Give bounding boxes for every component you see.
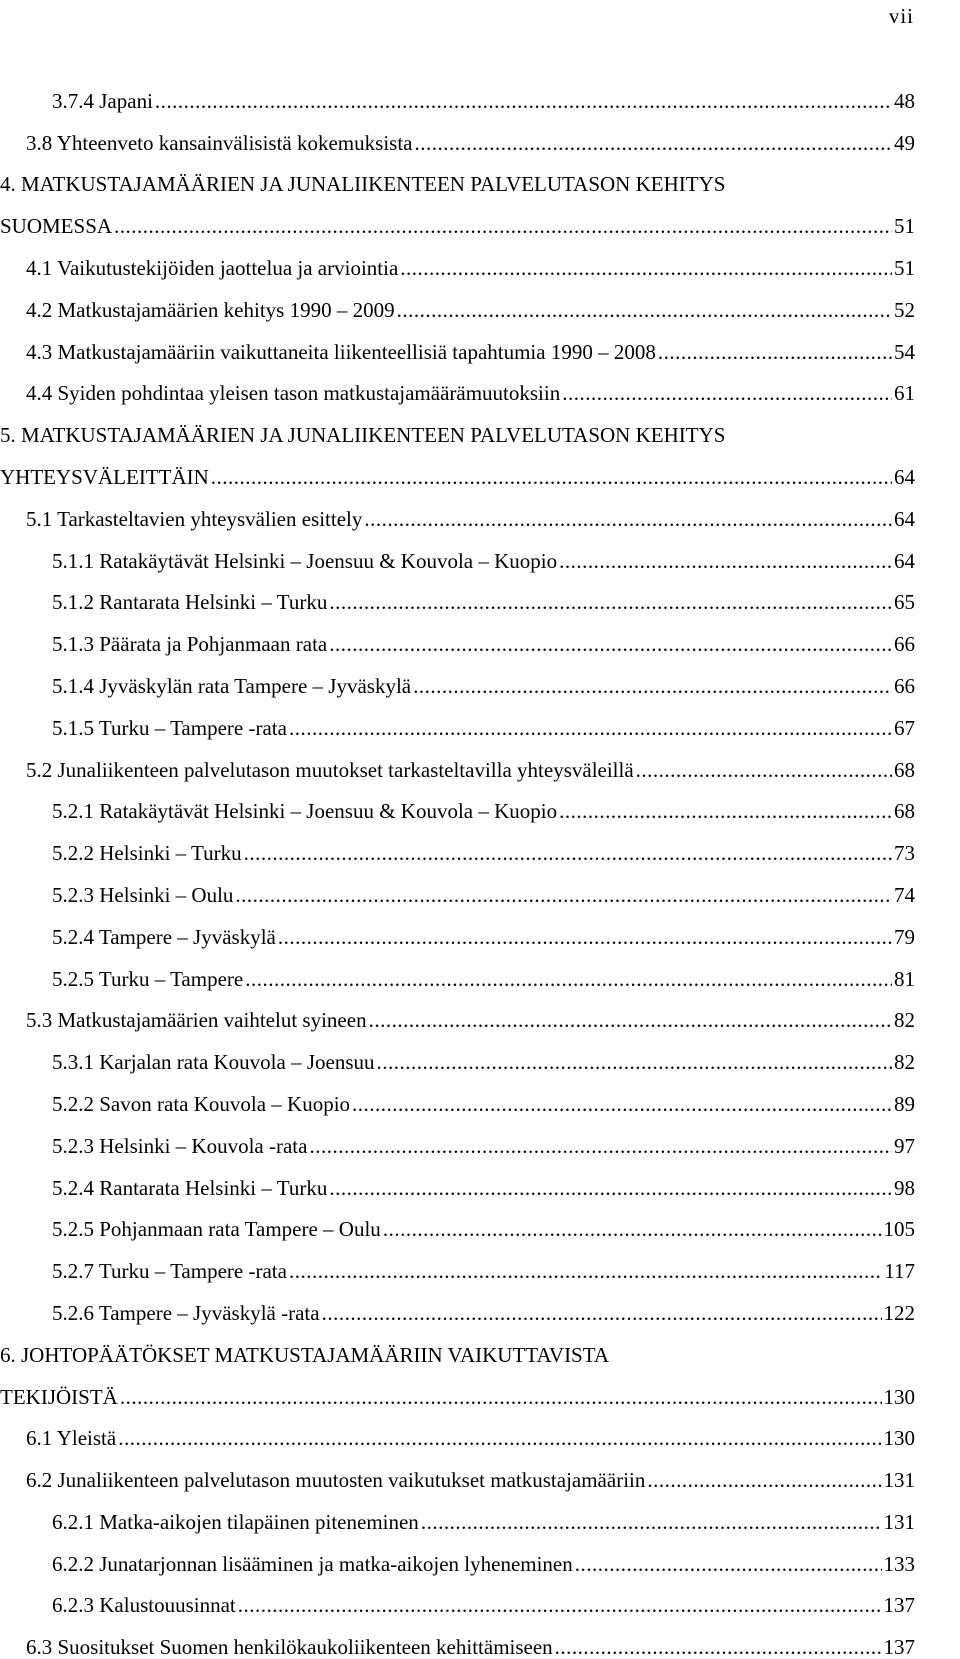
toc-entry-title: 5.3.1 Karjalan rata Kouvola – Joensuu bbox=[52, 1050, 375, 1075]
toc-entry-title: 5.1.5 Turku – Tampere -rata bbox=[52, 715, 287, 740]
toc-entry-page: 67 bbox=[894, 715, 915, 740]
dot-leader bbox=[120, 1387, 882, 1408]
toc-entry-title: 5.2.5 Pohjanmaan rata Tampere – Oulu bbox=[52, 1217, 381, 1242]
toc-entry-page: 79 bbox=[894, 924, 915, 949]
toc-entry-title: 5.1 Tarkasteltavien yhteysvälien esittely bbox=[26, 506, 363, 531]
toc-entry[interactable] bbox=[0, 990, 960, 1032]
toc-entry[interactable] bbox=[0, 1324, 960, 1408]
toc-entry-page: 68 bbox=[894, 757, 915, 782]
toc-entry-page: 137 bbox=[883, 1635, 915, 1659]
dot-leader bbox=[364, 509, 892, 530]
toc-entry-page: 68 bbox=[894, 799, 915, 824]
toc-entry-page: 117 bbox=[884, 1259, 915, 1284]
toc-entry-page: 61 bbox=[894, 381, 915, 406]
toc-entry-title: 5.2.2 Helsinki – Turku bbox=[52, 841, 242, 866]
dot-leader bbox=[278, 927, 892, 948]
dot-leader bbox=[555, 1637, 882, 1658]
toc-entry-page: 82 bbox=[894, 1050, 915, 1075]
toc-entry-title: 5.2.3 Helsinki – Kouvola -rata bbox=[52, 1133, 308, 1158]
toc-entry[interactable] bbox=[0, 237, 960, 279]
toc-entry-title: TEKIJÖISTÄ bbox=[0, 1384, 118, 1409]
toc-entry-title: YHTEYSVÄLEITTÄIN bbox=[0, 464, 209, 489]
dot-leader bbox=[329, 592, 892, 613]
toc-entry[interactable] bbox=[0, 1408, 960, 1450]
toc-entry[interactable] bbox=[0, 1616, 960, 1658]
toc-entry-title: 5.2.4 Rantarata Helsinki – Turku bbox=[52, 1175, 328, 1200]
toc-entry-page: 48 bbox=[894, 88, 915, 113]
dot-leader bbox=[289, 1261, 882, 1282]
toc-entry-heading-line: 6. JOHTOPÄÄTÖKSET MATKUSTAJAMÄÄRIIN VAIKUTTAVISTA bbox=[0, 1342, 610, 1367]
toc-entry-title: 4.2 Matkustajamäärien kehitys 1990 – 2009 bbox=[26, 297, 395, 322]
dot-leader bbox=[155, 91, 892, 112]
dot-leader bbox=[329, 1178, 892, 1199]
dot-leader bbox=[322, 1303, 882, 1324]
dot-leader bbox=[562, 383, 892, 404]
toc-entry-title: 6.2.2 Junatarjonnan lisääminen ja matka-aikojen lyheneminen bbox=[52, 1551, 573, 1576]
toc-entry[interactable] bbox=[0, 488, 960, 530]
toc-entry-page: 64 bbox=[894, 506, 915, 531]
toc-entry-title: 5.1.1 Ratakäytävät Helsinki – Joensuu & Kouvola – Kuopio bbox=[52, 548, 558, 573]
dot-leader bbox=[289, 718, 892, 739]
toc-entry-page: 66 bbox=[894, 673, 915, 698]
toc-entry-page: 65 bbox=[894, 590, 915, 615]
toc-entry-heading-line: 5. MATKUSTAJAMÄÄRIEN JA JUNALIIKENTEEN PALVELUTASON KEHITYS bbox=[0, 423, 726, 448]
toc-entry-page: 49 bbox=[894, 130, 915, 155]
toc-entry[interactable] bbox=[0, 948, 960, 990]
toc-entry[interactable] bbox=[0, 864, 960, 906]
dot-leader bbox=[352, 1094, 892, 1115]
dot-leader bbox=[238, 1595, 882, 1616]
toc-entry[interactable] bbox=[0, 1073, 960, 1115]
toc-entry-page: 51 bbox=[894, 255, 915, 280]
toc-entry[interactable] bbox=[0, 363, 960, 405]
toc-entry-page: 122 bbox=[883, 1300, 915, 1325]
dot-leader bbox=[397, 300, 892, 321]
toc-entry[interactable] bbox=[0, 404, 960, 488]
dot-leader bbox=[383, 1219, 882, 1240]
toc-entry-title: 5.1.3 Päärata ja Pohjanmaan rata bbox=[52, 632, 328, 657]
dot-leader bbox=[575, 1554, 882, 1575]
toc-entry-title: SUOMESSA bbox=[0, 214, 113, 239]
toc-entry-page: 131 bbox=[883, 1468, 915, 1493]
dot-leader bbox=[647, 1470, 881, 1491]
toc-entry-title: 6.2.1 Matka-aikojen tilapäinen piteneminen bbox=[52, 1509, 419, 1534]
toc-entry-title: 5.2.2 Savon rata Kouvola – Kuopio bbox=[52, 1091, 351, 1116]
dot-leader bbox=[114, 216, 892, 237]
toc-entry-title: 6.1 Yleistä bbox=[26, 1426, 117, 1451]
toc-entry[interactable] bbox=[0, 112, 960, 154]
toc-entry-page: 131 bbox=[883, 1509, 915, 1534]
toc-entry-page: 130 bbox=[883, 1426, 915, 1451]
toc-entry-page: 81 bbox=[894, 966, 915, 991]
dot-leader bbox=[211, 467, 892, 488]
toc-entry-page: 130 bbox=[883, 1384, 915, 1409]
dot-leader bbox=[329, 634, 892, 655]
toc-entry-heading-line: 4. MATKUSTAJAMÄÄRIEN JA JUNALIIKENTEEN PALVELUTASON KEHITYS bbox=[0, 172, 726, 197]
toc-entry[interactable] bbox=[0, 530, 960, 572]
toc-entry-page: 82 bbox=[894, 1008, 915, 1033]
toc-entry[interactable] bbox=[0, 572, 960, 614]
toc-entry-title: 3.7.4 Japani bbox=[52, 88, 153, 113]
toc-entry-title: 5.1.2 Rantarata Helsinki – Turku bbox=[52, 590, 328, 615]
toc-entry[interactable] bbox=[0, 1449, 960, 1491]
dot-leader bbox=[245, 969, 892, 990]
dot-leader bbox=[118, 1428, 881, 1449]
dot-leader bbox=[636, 760, 892, 781]
dot-leader bbox=[400, 258, 892, 279]
toc-entry[interactable] bbox=[0, 321, 960, 363]
toc-entry-page: 64 bbox=[894, 464, 915, 489]
dot-leader bbox=[377, 1052, 893, 1073]
toc-entry-title: 5.2 Junaliikenteen palvelutason muutokset tarkasteltavilla yhteysväleillä bbox=[26, 757, 634, 782]
dot-leader bbox=[559, 801, 892, 822]
toc-entry[interactable] bbox=[0, 70, 960, 112]
toc-entry-title: 5.2.4 Tampere – Jyväskylä bbox=[52, 924, 276, 949]
dot-leader bbox=[559, 551, 892, 572]
toc-entry-title: 4.4 Syiden pohdintaa yleisen tason matkustajamäärämuutoksiin bbox=[26, 381, 561, 406]
toc-entry-title: 5.1.4 Jyväskylän rata Tampere – Jyväskylä bbox=[52, 673, 412, 698]
toc-entry-title: 4.1 Vaikutustekijöiden jaottelua ja arviointia bbox=[26, 255, 399, 280]
dot-leader bbox=[235, 885, 892, 906]
page-number: vii bbox=[888, 4, 914, 28]
toc-entry[interactable] bbox=[0, 1491, 960, 1533]
toc-entry-page: 54 bbox=[894, 339, 915, 364]
toc-entry[interactable] bbox=[0, 906, 960, 948]
toc-entry[interactable] bbox=[0, 739, 960, 781]
dot-leader bbox=[369, 1010, 892, 1031]
toc-entry-title: 5.2.1 Ratakäytävät Helsinki – Joensuu & Kouvola – Kuopio bbox=[52, 799, 558, 824]
dot-leader bbox=[244, 843, 892, 864]
toc-entry[interactable] bbox=[0, 1282, 960, 1324]
toc-entry[interactable] bbox=[0, 822, 960, 864]
toc-entry-title: 4.3 Matkustajamääriin vaikuttaneita liikenteellisiä tapahtumia 1990 – 2008 bbox=[26, 339, 656, 364]
toc-entry-title: 5.2.7 Turku – Tampere -rata bbox=[52, 1259, 287, 1284]
toc-entry[interactable] bbox=[0, 1240, 960, 1282]
toc-entry[interactable] bbox=[0, 1575, 960, 1617]
toc-entry[interactable] bbox=[0, 1115, 960, 1157]
toc-entry-page: 52 bbox=[894, 297, 915, 322]
toc-entry[interactable] bbox=[0, 1533, 960, 1575]
toc-entry[interactable] bbox=[0, 781, 960, 823]
toc-entry-title: 6.3 Suositukset Suomen henkilökaukoliikenteen kehittämiseen bbox=[26, 1635, 553, 1659]
toc-entry-page: 105 bbox=[883, 1217, 915, 1242]
toc-entry[interactable] bbox=[0, 154, 960, 238]
toc-entry-page: 66 bbox=[894, 632, 915, 657]
toc-entry[interactable] bbox=[0, 697, 960, 739]
dot-leader bbox=[413, 676, 892, 697]
toc-entry-page: 137 bbox=[883, 1593, 915, 1618]
table-of-contents bbox=[0, 70, 960, 1658]
toc-entry-title: 6.2.3 Kalustouusinnat bbox=[52, 1593, 236, 1618]
dot-leader bbox=[414, 133, 892, 154]
toc-entry-title: 5.2.6 Tampere – Jyväskylä -rata bbox=[52, 1300, 320, 1325]
toc-entry-title: 3.8 Yhteenveto kansainvälisistä kokemuksista bbox=[26, 130, 413, 155]
dot-leader bbox=[421, 1512, 882, 1533]
toc-entry-page: 74 bbox=[894, 882, 915, 907]
toc-entry[interactable] bbox=[0, 1157, 960, 1199]
dot-leader bbox=[309, 1136, 892, 1157]
toc-entry[interactable] bbox=[0, 279, 960, 321]
dot-leader bbox=[658, 342, 892, 363]
toc-entry-page: 51 bbox=[894, 214, 915, 239]
toc-entry-page: 89 bbox=[894, 1091, 915, 1116]
toc-entry-title: 5.3 Matkustajamäärien vaihtelut syineen bbox=[26, 1008, 367, 1033]
toc-entry[interactable] bbox=[0, 655, 960, 697]
toc-entry-title: 5.2.3 Helsinki – Oulu bbox=[52, 882, 234, 907]
toc-entry-page: 133 bbox=[883, 1551, 915, 1576]
toc-entry[interactable] bbox=[0, 1031, 960, 1073]
toc-entry[interactable] bbox=[0, 613, 960, 655]
toc-entry-page: 64 bbox=[894, 548, 915, 573]
toc-entry-page: 73 bbox=[894, 841, 915, 866]
toc-entry[interactable] bbox=[0, 1199, 960, 1241]
toc-entry-title: 5.2.5 Turku – Tampere bbox=[52, 966, 244, 991]
toc-entry-page: 98 bbox=[894, 1175, 915, 1200]
toc-entry-page: 97 bbox=[894, 1133, 915, 1158]
toc-entry-title: 6.2 Junaliikenteen palvelutason muutosten vaikutukset matkustajamääriin bbox=[26, 1468, 646, 1493]
